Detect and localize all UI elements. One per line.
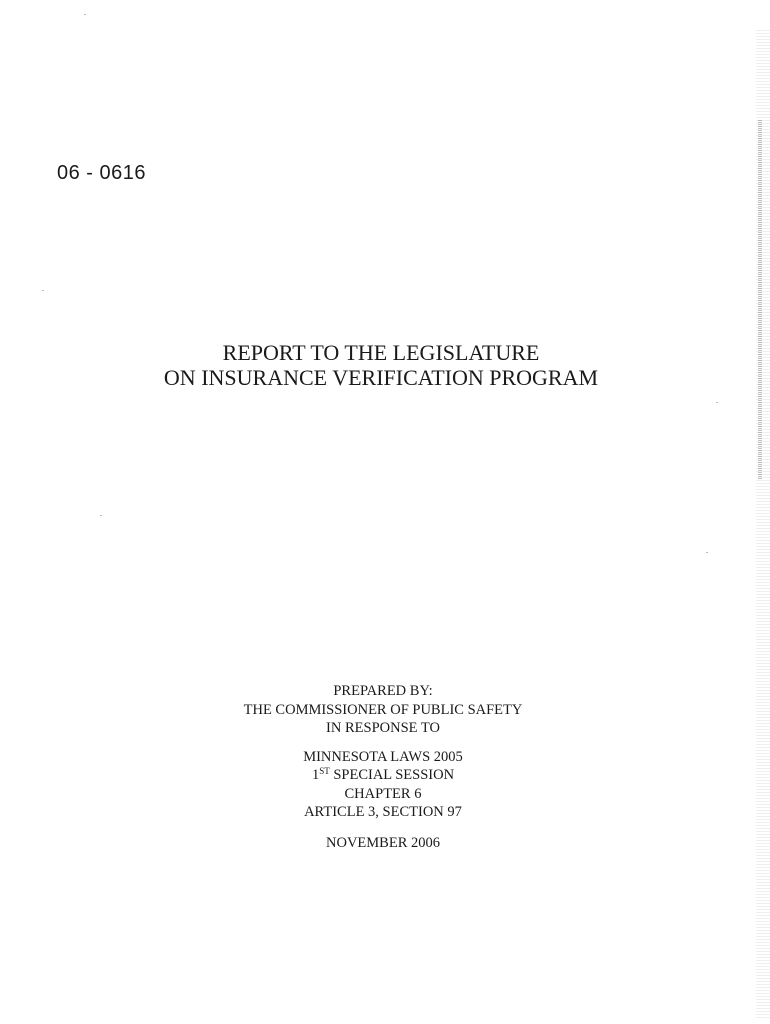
chapter-reference: CHAPTER 6 <box>344 785 422 802</box>
report-title <box>0 340 770 390</box>
scan-speck <box>716 402 718 403</box>
session-number: 1 <box>311 767 320 783</box>
scan-speck <box>42 290 44 291</box>
session-text: SPECIAL SESSION <box>329 767 455 783</box>
session-suffix: ST <box>319 766 330 776</box>
session-reference <box>0 766 768 785</box>
scan-edge-artifact <box>758 120 762 480</box>
scan-speck <box>84 14 86 15</box>
laws-reference: MINNESOTA LAWS 2005 <box>303 748 463 765</box>
prepared-by-agency: THE COMMISSIONER OF PUBLIC SAFETY <box>243 701 523 718</box>
document-number: 06 - 0616 <box>57 162 147 184</box>
title-line-2: ON INSURANCE VERIFICATION PROGRAM <box>163 365 599 390</box>
scan-speck <box>706 552 708 553</box>
preparation-block <box>0 682 770 852</box>
article-reference: ARTICLE 3, SECTION 97 <box>304 804 462 820</box>
title-line-1: REPORT TO THE LEGISLATURE <box>222 340 540 365</box>
report-date: NOVEMBER 2006 <box>326 834 440 851</box>
prepared-by-label: PREPARED BY: <box>333 683 433 699</box>
scan-speck <box>100 515 102 516</box>
in-response-to: IN RESPONSE TO <box>326 720 440 736</box>
